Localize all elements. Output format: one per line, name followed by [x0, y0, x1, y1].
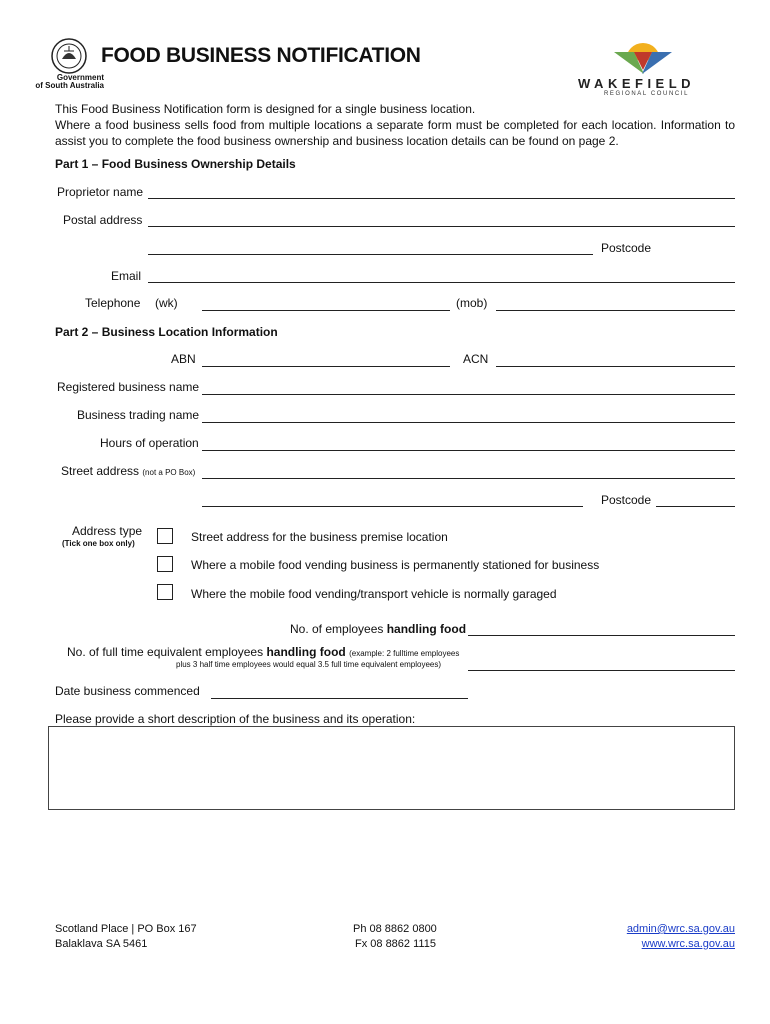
intro-line2: Where a food business sells food from multiple locations a separate form must be completed for each location. Information to assist you to complete the food business ownership and business location details can be found on page 2.	[55, 118, 735, 148]
fte-bold: handling food	[266, 645, 346, 659]
council-subtitle: REGIONAL COUNCIL	[604, 91, 690, 97]
street-address-note: (not a PO Box)	[142, 468, 196, 477]
abn-label: ABN	[171, 352, 196, 366]
postcode-label: Postcode	[601, 241, 652, 255]
footer-address	[55, 922, 197, 952]
footer-email-link[interactable]: admin@wrc.sa.gov.au	[626, 923, 735, 935]
footer-phone-line: Ph 08 8862 0800	[353, 923, 437, 935]
address-type-checkbox-2[interactable]	[157, 556, 173, 572]
part2-heading: Part 2 – Business Location Information	[55, 325, 278, 339]
street-address-text: Street address	[61, 464, 140, 478]
date-commenced-field[interactable]	[211, 698, 468, 699]
abn-field[interactable]	[202, 366, 450, 367]
footer-web-link[interactable]: www.wrc.sa.gov.au	[641, 938, 735, 950]
address-type-checkbox-3[interactable]	[157, 584, 173, 600]
council-logo-icon	[612, 38, 674, 74]
trading-name-field[interactable]	[202, 422, 735, 423]
address-type-option-1: Street address for the business premise location	[191, 530, 448, 544]
intro-line1: This Food Business Notification form is designed for a single business location.	[55, 102, 476, 116]
address-type-checkbox-1[interactable]	[157, 528, 173, 544]
fte-prefix: No. of full time equivalent employees	[67, 645, 267, 659]
part1-heading: Part 1 – Food Business Ownership Details	[55, 157, 296, 171]
email-field[interactable]	[148, 282, 735, 283]
employees-label	[290, 622, 466, 636]
gov-line1: Government	[56, 73, 104, 82]
footer-address-line1: Scotland Place | PO Box 167	[55, 923, 197, 935]
street-address-label	[61, 464, 195, 478]
wk-phone-field[interactable]	[202, 310, 450, 311]
trading-name-label: Business trading name	[77, 408, 200, 422]
proprietor-field[interactable]	[148, 198, 735, 199]
footer-phone	[353, 922, 437, 952]
address-type-note: (Tick one box only)	[62, 539, 135, 548]
telephone-label: Telephone	[85, 296, 141, 310]
description-textarea[interactable]	[48, 726, 735, 810]
footer-address-line2: Balaklava SA 5461	[55, 938, 148, 950]
mob-phone-field[interactable]	[496, 310, 735, 311]
registered-name-field[interactable]	[202, 394, 735, 395]
hours-label: Hours of operation	[100, 436, 199, 450]
employees-prefix: No. of employees	[290, 622, 387, 636]
street-address-field[interactable]	[202, 478, 735, 479]
date-commenced-label: Date business commenced	[55, 684, 200, 698]
fte-note2: plus 3 half time employees would equal 3.5 full time equivalent employees)	[176, 660, 442, 669]
proprietor-label: Proprietor name	[57, 185, 144, 199]
fte-field[interactable]	[468, 670, 735, 671]
intro-text	[55, 101, 735, 149]
page-title: FOOD BUSINESS NOTIFICATION	[101, 44, 421, 67]
postal-label: Postal address	[63, 213, 143, 227]
fte-note1: (example: 2 fulltime employees	[349, 649, 460, 658]
employees-bold: handling food	[386, 622, 467, 636]
street-address-field-line2[interactable]	[202, 506, 583, 507]
government-label	[30, 74, 104, 90]
wk-label: (wk)	[155, 296, 178, 310]
postal-field-line2[interactable]	[148, 254, 593, 255]
address-type-label: Address type	[72, 524, 143, 538]
gov-line2: of South Australia	[35, 81, 104, 90]
acn-label: ACN	[463, 352, 489, 366]
address-type-option-2: Where a mobile food vending business is permanently stationed for business	[191, 558, 600, 572]
footer-contact	[627, 922, 735, 952]
registered-name-label: Registered business name	[57, 380, 200, 394]
government-crest-icon	[50, 37, 88, 75]
email-label: Email	[111, 269, 142, 283]
hours-field[interactable]	[202, 450, 735, 451]
acn-field[interactable]	[496, 366, 735, 367]
postcode-label-2: Postcode	[601, 493, 652, 507]
description-label: Please provide a short description of the business and its operation:	[55, 712, 416, 726]
council-name: WAKEFIELD	[578, 76, 696, 91]
footer-fax-line: Fx 08 8862 1115	[355, 938, 436, 950]
address-type-option-3: Where the mobile food vending/transport vehicle is normally garaged	[191, 587, 557, 601]
postcode-field-2[interactable]	[656, 506, 735, 507]
mob-label: (mob)	[456, 296, 488, 310]
employees-field[interactable]	[468, 635, 735, 636]
fte-label	[67, 645, 459, 659]
postal-field[interactable]	[148, 226, 735, 227]
